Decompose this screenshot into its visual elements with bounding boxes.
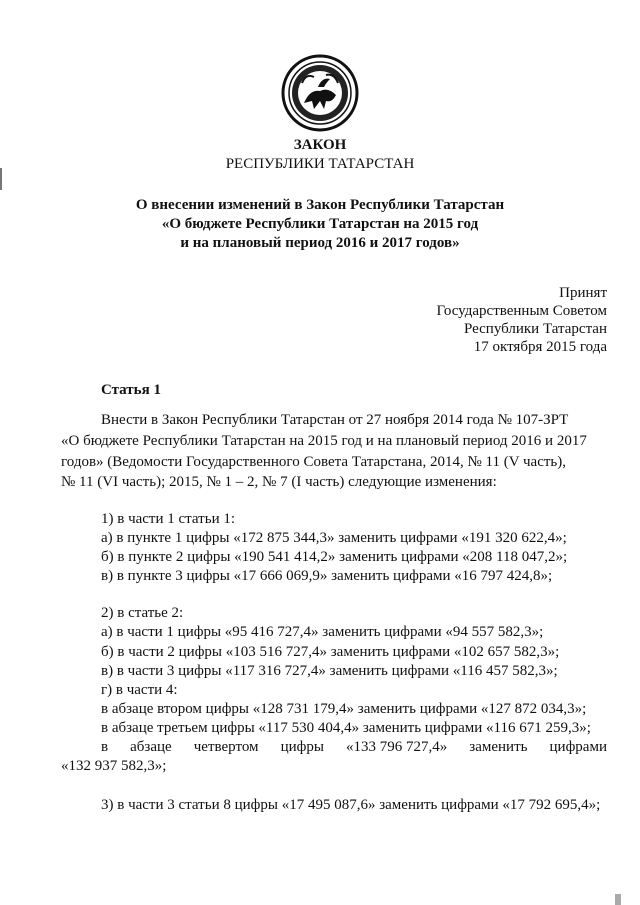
point-2-g: г) в части 4:: [101, 682, 178, 698]
point-1-a: а) в пункте 1 цифры «172 875 344,3» заменить цифрами «191 320 622,4»;: [101, 530, 567, 546]
law-subtitle: РЕСПУБЛИКИ ТАТАРСТАН: [225, 156, 415, 172]
scan-edge-mark: [0, 168, 2, 190]
intro-line-1: Внести в Закон Республики Татарстан от 27 ноября 2014 года № 107-ЗРТ: [101, 412, 569, 428]
point-2-g-3-word: абзаце: [130, 739, 172, 755]
law-title: ЗАКОН: [293, 137, 347, 153]
intro-line-2: «О бюджете Республики Татарстан на 2015 год и на плановый период 2016 и 2017: [61, 433, 587, 449]
adoption-line-2: Государственным Советом: [436, 303, 607, 319]
point-2-g-3-word: цифрами: [549, 739, 607, 755]
point-3: 3) в части 3 статьи 8 цифры «17 495 087,6» заменить цифрами «17 792 695,4»;: [101, 797, 601, 813]
point-2-g-1: в абзаце втором цифры «128 731 179,4» заменить цифрами «127 872 034,3»;: [101, 701, 587, 717]
point-2-a: а) в части 1 цифры «95 416 727,4» заменить цифрами «94 557 582,3»;: [101, 624, 544, 640]
point-2-g-2: в абзаце третьем цифры «117 530 404,4» заменить цифрами «116 671 259,3»;: [101, 720, 591, 736]
point-1-title: 1) в части 1 статьи 1:: [101, 511, 236, 527]
point-1-b: б) в пункте 2 цифры «190 541 414,2» заменить цифрами «208 118 047,2»;: [101, 549, 568, 565]
intro-line-3: годов» (Ведомости Государственного Совета Татарстана, 2014, № 11 (V часть),: [61, 454, 567, 470]
point-2-g-3-word: в: [101, 739, 109, 755]
point-2-g-3-cont: «132 937 582,3»;: [61, 758, 167, 774]
heading-line-1: О внесении изменений в Закон Республики Татарстан: [135, 197, 505, 213]
point-2-g-3-word: цифры: [280, 739, 324, 755]
point-2-g-3-word: заменить: [469, 739, 528, 755]
adoption-date: 17 октября 2015 года: [473, 339, 607, 355]
point-2-g-3-word: четвертом: [193, 739, 259, 755]
point-1-c: в) в пункте 3 цифры «17 666 069,9» заменить цифрами «16 797 424,8»;: [101, 568, 553, 584]
heading-line-2: «О бюджете Республики Татарстан на 2015 год: [161, 216, 479, 232]
point-2-b: б) в части 2 цифры «103 516 727,4» заменить цифрами «102 657 582,3»;: [101, 644, 560, 660]
point-2-g-3-word: «133 796 727,4»: [345, 739, 448, 755]
heading-line-3: и на плановый период 2016 и 2017 годов»: [180, 235, 460, 251]
point-2-c: в) в части 3 цифры «117 316 727,4» заменить цифрами «116 457 582,3»;: [101, 663, 558, 679]
point-2-title: 2) в статье 2:: [101, 605, 184, 621]
point-2-g-3: [101, 738, 607, 757]
adoption-line-3: Республики Татарстан: [463, 321, 607, 337]
intro-line-4: № 11 (VI часть); 2015, № 1 – 2, № 7 (I часть) следующие изменения:: [61, 474, 497, 490]
article-title: Статья 1: [101, 382, 161, 398]
adoption-line-1: Принят: [559, 285, 607, 301]
tatarstan-emblem: [280, 53, 360, 133]
scan-corner-mark: [615, 894, 621, 905]
